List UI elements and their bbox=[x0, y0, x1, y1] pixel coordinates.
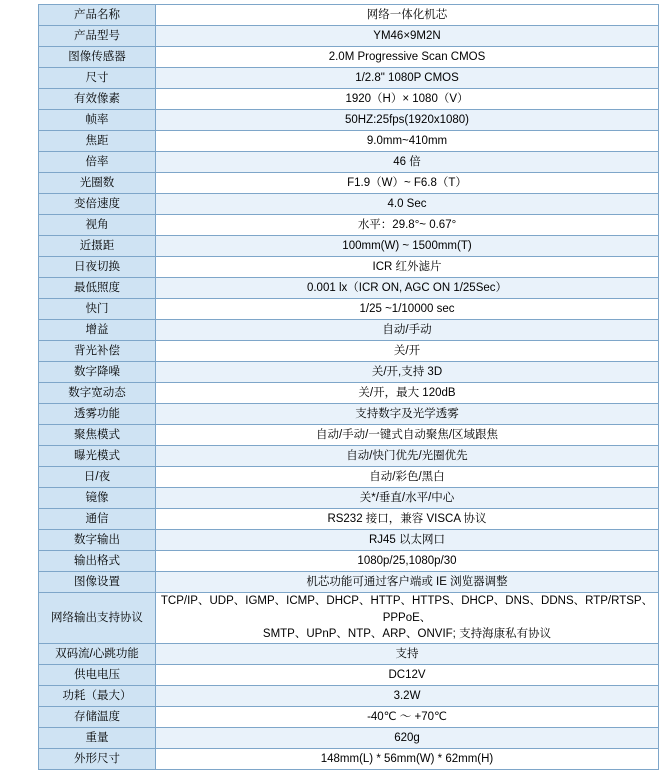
table-row bbox=[39, 551, 659, 572]
table-row bbox=[39, 236, 659, 257]
spec-label: 快门 bbox=[39, 299, 156, 320]
spec-label: 光圈数 bbox=[39, 173, 156, 194]
table-row bbox=[39, 572, 659, 593]
spec-value: 1080p/25,1080p/30 bbox=[156, 551, 659, 572]
spec-label: 变倍速度 bbox=[39, 194, 156, 215]
spec-value: 2.0M Progressive Scan CMOS bbox=[156, 47, 659, 68]
spec-label: 尺寸 bbox=[39, 68, 156, 89]
spec-label: 有效像素 bbox=[39, 89, 156, 110]
spec-value: 关/开,支持 3D bbox=[156, 362, 659, 383]
spec-value: 支持 bbox=[156, 644, 659, 665]
spec-value: 自动/手动/一键式自动聚焦/区域跟焦 bbox=[156, 425, 659, 446]
table-row bbox=[39, 509, 659, 530]
spec-label: 输出格式 bbox=[39, 551, 156, 572]
spec-label: 日/夜 bbox=[39, 467, 156, 488]
table-row bbox=[39, 488, 659, 509]
table-row bbox=[39, 467, 659, 488]
spec-value: RJ45 以太网口 bbox=[156, 530, 659, 551]
spec-label: 供电电压 bbox=[39, 665, 156, 686]
table-row bbox=[39, 257, 659, 278]
spec-value: 关/开，最大 120dB bbox=[156, 383, 659, 404]
spec-value: 1/2.8" 1080P CMOS bbox=[156, 68, 659, 89]
spec-value: 机芯功能可通过客户端或 IE 浏览器调整 bbox=[156, 572, 659, 593]
spec-value: DC12V bbox=[156, 665, 659, 686]
table-row bbox=[39, 110, 659, 131]
table-row bbox=[39, 425, 659, 446]
table-row bbox=[39, 593, 659, 644]
table-row bbox=[39, 383, 659, 404]
spec-value: 1/25 ~1/10000 sec bbox=[156, 299, 659, 320]
spec-value: 3.2W bbox=[156, 686, 659, 707]
spec-value: ICR 红外滤片 bbox=[156, 257, 659, 278]
table-row bbox=[39, 26, 659, 47]
table-row bbox=[39, 194, 659, 215]
table-row bbox=[39, 131, 659, 152]
spec-label: 聚焦模式 bbox=[39, 425, 156, 446]
table-row bbox=[39, 749, 659, 770]
spec-label: 透雾功能 bbox=[39, 404, 156, 425]
spec-value: 关*/垂直/水平/中心 bbox=[156, 488, 659, 509]
table-row bbox=[39, 362, 659, 383]
table-row bbox=[39, 47, 659, 68]
spec-value: YM46×9M2N bbox=[156, 26, 659, 47]
spec-value: 9.0mm~410mm bbox=[156, 131, 659, 152]
specification-table bbox=[38, 4, 659, 770]
spec-label: 通信 bbox=[39, 509, 156, 530]
spec-label: 焦距 bbox=[39, 131, 156, 152]
spec-label: 数字宽动态 bbox=[39, 383, 156, 404]
table-row bbox=[39, 686, 659, 707]
table-row bbox=[39, 728, 659, 749]
spec-label: 存储温度 bbox=[39, 707, 156, 728]
table-row bbox=[39, 530, 659, 551]
spec-value: 网络一体化机芯 bbox=[156, 5, 659, 26]
spec-label: 增益 bbox=[39, 320, 156, 341]
spec-value-line: SMTP、UPnP、NTP、ARP、ONVIF; 支持海康私有协议 bbox=[262, 628, 552, 641]
spec-value: RS232 接口，兼容 VISCA 协议 bbox=[156, 509, 659, 530]
spec-label: 图像设置 bbox=[39, 572, 156, 593]
spec-label: 最低照度 bbox=[39, 278, 156, 299]
spec-label: 重量 bbox=[39, 728, 156, 749]
spec-value bbox=[156, 593, 659, 644]
spec-label: 功耗（最大） bbox=[39, 686, 156, 707]
spec-value: -40℃ ～ +70℃ bbox=[156, 707, 659, 728]
spec-value: 0.001 lx（ICR ON, AGC ON 1/25Sec） bbox=[156, 278, 659, 299]
spec-label: 镜像 bbox=[39, 488, 156, 509]
table-row bbox=[39, 644, 659, 665]
spec-value: 620g bbox=[156, 728, 659, 749]
spec-label: 背光补偿 bbox=[39, 341, 156, 362]
spec-label: 产品名称 bbox=[39, 5, 156, 26]
spec-value: 46 倍 bbox=[156, 152, 659, 173]
spec-label: 双码流/心跳功能 bbox=[39, 644, 156, 665]
spec-label: 倍率 bbox=[39, 152, 156, 173]
spec-label: 外形尺寸 bbox=[39, 749, 156, 770]
spec-value-line: TCP/IP、UDP、IGMP、ICMP、DHCP、HTTP、HTTPS、DHCP、DNS、DDNS、RTP/RTSP、PPPoE、 bbox=[160, 595, 654, 624]
table-row bbox=[39, 404, 659, 425]
spec-value: 水平：29.8°~ 0.67° bbox=[156, 215, 659, 236]
table-row bbox=[39, 5, 659, 26]
spec-label: 产品型号 bbox=[39, 26, 156, 47]
table-row bbox=[39, 173, 659, 194]
spec-value: 关/开 bbox=[156, 341, 659, 362]
spec-label: 日夜切换 bbox=[39, 257, 156, 278]
spec-label: 近摄距 bbox=[39, 236, 156, 257]
spec-value: 自动/手动 bbox=[156, 320, 659, 341]
spec-label: 数字输出 bbox=[39, 530, 156, 551]
spec-value: 50HZ:25fps(1920x1080) bbox=[156, 110, 659, 131]
spec-value: 4.0 Sec bbox=[156, 194, 659, 215]
table-row bbox=[39, 446, 659, 467]
spec-value: 支持数字及光学透雾 bbox=[156, 404, 659, 425]
spec-value: 1920（H）× 1080（V） bbox=[156, 89, 659, 110]
table-row bbox=[39, 320, 659, 341]
spec-label: 帧率 bbox=[39, 110, 156, 131]
spec-label: 网络输出支持协议 bbox=[39, 593, 156, 644]
table-row bbox=[39, 89, 659, 110]
table-row bbox=[39, 665, 659, 686]
spec-label: 数字降噪 bbox=[39, 362, 156, 383]
table-row bbox=[39, 152, 659, 173]
spec-value: 148mm(L) * 56mm(W) * 62mm(H) bbox=[156, 749, 659, 770]
spec-value: 100mm(W) ~ 1500mm(T) bbox=[156, 236, 659, 257]
spec-label: 视角 bbox=[39, 215, 156, 236]
table-row bbox=[39, 707, 659, 728]
spec-value: 自动/彩色/黑白 bbox=[156, 467, 659, 488]
table-row bbox=[39, 299, 659, 320]
table-row bbox=[39, 278, 659, 299]
table-row bbox=[39, 341, 659, 362]
table-row bbox=[39, 68, 659, 89]
spec-label: 曝光模式 bbox=[39, 446, 156, 467]
table-row bbox=[39, 215, 659, 236]
spec-label: 图像传感器 bbox=[39, 47, 156, 68]
spec-value: 自动/快门优先/光圈优先 bbox=[156, 446, 659, 467]
spec-value: F1.9（W）~ F6.8（T） bbox=[156, 173, 659, 194]
